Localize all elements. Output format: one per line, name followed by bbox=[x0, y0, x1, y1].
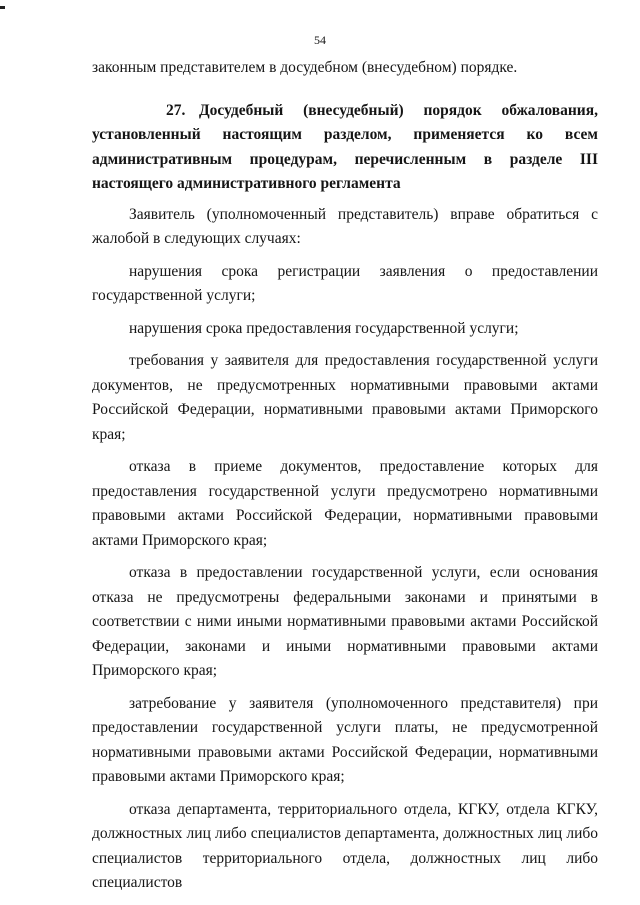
section-number: 27. bbox=[166, 101, 186, 119]
case-item: нарушения срока предоставления государственной услуги; bbox=[129, 319, 519, 337]
section-heading bbox=[92, 99, 598, 197]
case-item: отказа в предоставлении государственной услуги, если основания отказа не предусмотрены федеральными законами и принятыми в соответствии с ними иными нормативными правовыми актами Российской Федерации, законами и иными нормативными правовыми актами Приморского края; bbox=[92, 564, 598, 679]
case-item: нарушения срока регистрации заявления о предоставлении государственной услуги; bbox=[92, 262, 598, 304]
lead-fragment: законным представителем в досудебном (внесудебном) порядке. bbox=[92, 59, 518, 76]
case-item: требования у заявителя для предоставления государственной услуги документов, не предусмотренных нормативными правовыми актами Российской Федерации, нормативными правовыми актами Приморского края; bbox=[92, 352, 598, 443]
case-item: затребование у заявителя (уполномоченного представителя) при предоставлении государственной услуги платы, не предусмотренной нормативными правовыми актами Российской Федерации, нормативными правовыми актами Приморского края; bbox=[92, 694, 598, 785]
case-item: отказа департамента, территориального отдела, КГКУ, отдела КГКУ, должностных лиц либо специалистов департамента, должностных лиц либо специалистов территориального отдела, должностных лиц либо специалистов bbox=[92, 800, 598, 891]
intro-paragraph: Заявитель (уполномоченный представитель) вправе обратиться с жалобой в следующих случаях: bbox=[92, 205, 598, 247]
section-title: Досудебный (внесудебный) порядок обжалования, установленный настоящим разделом, применяется ко всем административным процедурам, перечисленным в разделе III настоящего административного регламента bbox=[92, 101, 598, 192]
document-body bbox=[92, 56, 598, 904]
scan-corner-mark bbox=[0, 6, 5, 9]
page-number: 54 bbox=[314, 33, 326, 47]
case-item: отказа в приеме документов, предоставление которых для предоставления государственной услуги предусмотрено нормативными правовыми актами Российской Федерации, нормативными правовыми актами Приморского края; bbox=[92, 458, 598, 549]
